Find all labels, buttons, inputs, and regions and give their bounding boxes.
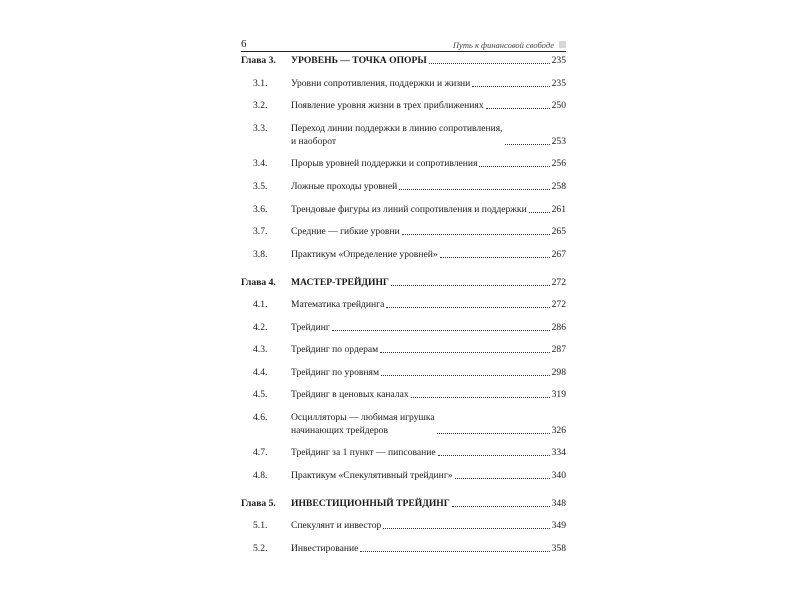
toc-chapter-number: Глава 3. bbox=[241, 55, 276, 66]
toc-section-number: 5.2. bbox=[253, 543, 268, 554]
toc-section-number: 3.5. bbox=[253, 181, 268, 192]
toc-section-number: 4.5. bbox=[253, 389, 268, 400]
toc-page-number: 235 bbox=[551, 78, 566, 89]
toc-section-number: 4.6. bbox=[253, 412, 268, 423]
toc-section-title: Трендовые фигуры из линий сопротивления и поддержки bbox=[291, 204, 527, 215]
toc-leader-dots bbox=[452, 506, 550, 507]
toc-leader-dots bbox=[505, 144, 550, 145]
toc-section-title: Трейдинг в ценовых каналах bbox=[291, 389, 409, 400]
toc-chapter-number: Глава 4. bbox=[241, 277, 276, 288]
toc-leader-dots bbox=[455, 478, 550, 479]
toc-page-number: 326 bbox=[551, 425, 566, 436]
toc-section-number: 5.1. bbox=[253, 520, 268, 531]
toc-section-3-3 bbox=[241, 122, 566, 148]
toc-section-title: Ложные проходы уровней bbox=[291, 181, 398, 192]
toc-section-title: Практикум «Спекулятивный трейдинг» bbox=[291, 470, 453, 481]
toc-section-number: 4.3. bbox=[253, 344, 268, 355]
toc-page-number: 256 bbox=[551, 158, 566, 169]
toc-section-number: 4.4. bbox=[253, 367, 268, 378]
toc-leader-dots bbox=[529, 212, 550, 213]
toc-leader-dots bbox=[383, 528, 549, 529]
toc-leader-dots bbox=[411, 397, 550, 398]
toc-leader-dots bbox=[399, 189, 549, 190]
toc-section-4-5 bbox=[241, 388, 566, 401]
toc-section-4-8 bbox=[241, 469, 566, 482]
toc-leader-dots bbox=[391, 285, 550, 286]
toc-chapter-3 bbox=[241, 54, 566, 67]
toc-section-title: Средние — гибкие уровни bbox=[291, 226, 400, 237]
toc-section-4-3 bbox=[241, 343, 566, 356]
toc-section-title: Спекулянт и инвестор bbox=[291, 520, 382, 531]
toc-page-number: 250 bbox=[551, 100, 566, 111]
toc-section-title: Инвестирование bbox=[291, 543, 359, 554]
toc-leader-dots bbox=[438, 455, 550, 456]
book-page bbox=[241, 36, 566, 554]
toc-page-number: 272 bbox=[551, 299, 566, 310]
toc-section-title: Трейдинг по уровням bbox=[291, 367, 380, 378]
toc-section-number: 3.8. bbox=[253, 249, 268, 260]
toc-section-4-6 bbox=[241, 411, 566, 437]
toc-page-number: 349 bbox=[551, 520, 566, 531]
toc-page-number: 261 bbox=[551, 204, 566, 215]
toc-leader-dots bbox=[486, 108, 550, 109]
toc-section-3-5 bbox=[241, 180, 566, 193]
toc-page-number: 272 bbox=[551, 277, 566, 288]
toc-leader-dots bbox=[479, 166, 549, 167]
toc-section-title: Переход линии поддержки в линию сопротивления, и наоборот bbox=[291, 123, 503, 147]
toc-section-number: 4.2. bbox=[253, 322, 268, 333]
toc-leader-dots bbox=[386, 307, 549, 308]
toc-page-number: 334 bbox=[551, 447, 566, 458]
toc-chapter-title: ИНВЕСТИЦИОННЫЙ ТРЕЙДИНГ bbox=[291, 498, 450, 509]
toc-section-title: Осцилляторы — любимая игрушка начинающих трейдеров bbox=[291, 412, 435, 436]
toc-section-title: Трейдинг за 1 пункт — пипсование bbox=[291, 447, 436, 458]
toc-section-number: 3.1. bbox=[253, 78, 268, 89]
header-square-mark bbox=[559, 41, 566, 48]
toc-page-number: 319 bbox=[551, 389, 566, 400]
page-header bbox=[241, 36, 566, 50]
toc-section-number: 3.3. bbox=[253, 123, 268, 134]
toc-page-number: 258 bbox=[551, 181, 566, 192]
toc-leader-dots bbox=[380, 352, 549, 353]
toc-leader-dots bbox=[437, 433, 550, 434]
toc-section-4-2 bbox=[241, 321, 566, 334]
toc-page-number: 340 bbox=[551, 470, 566, 481]
toc-leader-dots bbox=[360, 551, 549, 552]
toc-section-title: Появление уровня жизни в трех приближениях bbox=[291, 100, 484, 111]
toc-page-number: 286 bbox=[551, 322, 566, 333]
toc-section-title: Трейдинг по ордерам bbox=[291, 344, 379, 355]
toc-section-3-8 bbox=[241, 248, 566, 261]
toc-section-number: 3.4. bbox=[253, 158, 268, 169]
toc-section-3-2 bbox=[241, 99, 566, 112]
toc-page-number: 348 bbox=[551, 498, 566, 509]
toc-section-4-4 bbox=[241, 366, 566, 379]
toc-section-3-1 bbox=[241, 77, 566, 90]
toc-leader-dots bbox=[381, 375, 550, 376]
toc-page-number: 253 bbox=[551, 136, 566, 147]
toc-section-title: Трейдинг bbox=[291, 322, 330, 333]
toc-section-4-1 bbox=[241, 298, 566, 311]
toc-section-number: 4.1. bbox=[253, 299, 268, 310]
toc-chapter-5 bbox=[241, 497, 566, 510]
toc-page-number: 298 bbox=[551, 367, 566, 378]
toc-section-title: Прорыв уровней поддержки и сопротивления bbox=[291, 158, 478, 169]
toc-section-3-6 bbox=[241, 203, 566, 216]
page-number: 6 bbox=[241, 38, 247, 50]
toc-section-5-2 bbox=[241, 542, 566, 555]
toc-chapter-title: МАСТЕР-ТРЕЙДИНГ bbox=[291, 277, 390, 288]
toc-section-title: Практикум «Определение уровней» bbox=[291, 249, 438, 260]
toc-section-3-4 bbox=[241, 157, 566, 170]
toc-section-4-7 bbox=[241, 446, 566, 459]
toc-chapter-title: УРОВЕНЬ — ТОЧКА ОПОРЫ bbox=[291, 55, 427, 66]
toc-page-number: 287 bbox=[551, 344, 566, 355]
toc-page-number: 235 bbox=[551, 55, 566, 66]
toc-section-title: Уровни сопротивления, поддержки и жизни bbox=[291, 78, 471, 89]
toc-leader-dots bbox=[440, 257, 550, 258]
running-title: Путь к финансовой свободе bbox=[452, 40, 554, 50]
toc-section-number: 3.6. bbox=[253, 204, 268, 215]
toc-section-3-7 bbox=[241, 225, 566, 238]
header-rule bbox=[241, 51, 566, 52]
toc-section-5-1 bbox=[241, 519, 566, 532]
toc-chapter-4 bbox=[241, 276, 566, 289]
toc-page-number: 267 bbox=[551, 249, 566, 260]
toc-section-title: Математика трейдинга bbox=[291, 299, 385, 310]
toc-leader-dots bbox=[472, 86, 549, 87]
toc-section-number: 4.7. bbox=[253, 447, 268, 458]
toc-leader-dots bbox=[332, 330, 550, 331]
toc-leader-dots bbox=[402, 234, 550, 235]
toc-section-number: 3.2. bbox=[253, 100, 268, 111]
toc-section-number: 4.8. bbox=[253, 470, 268, 481]
toc-section-number: 3.7. bbox=[253, 226, 268, 237]
toc-page-number: 358 bbox=[551, 543, 566, 554]
toc-chapter-number: Глава 5. bbox=[241, 498, 276, 509]
toc-page-number: 265 bbox=[551, 226, 566, 237]
toc-leader-dots bbox=[429, 63, 550, 64]
